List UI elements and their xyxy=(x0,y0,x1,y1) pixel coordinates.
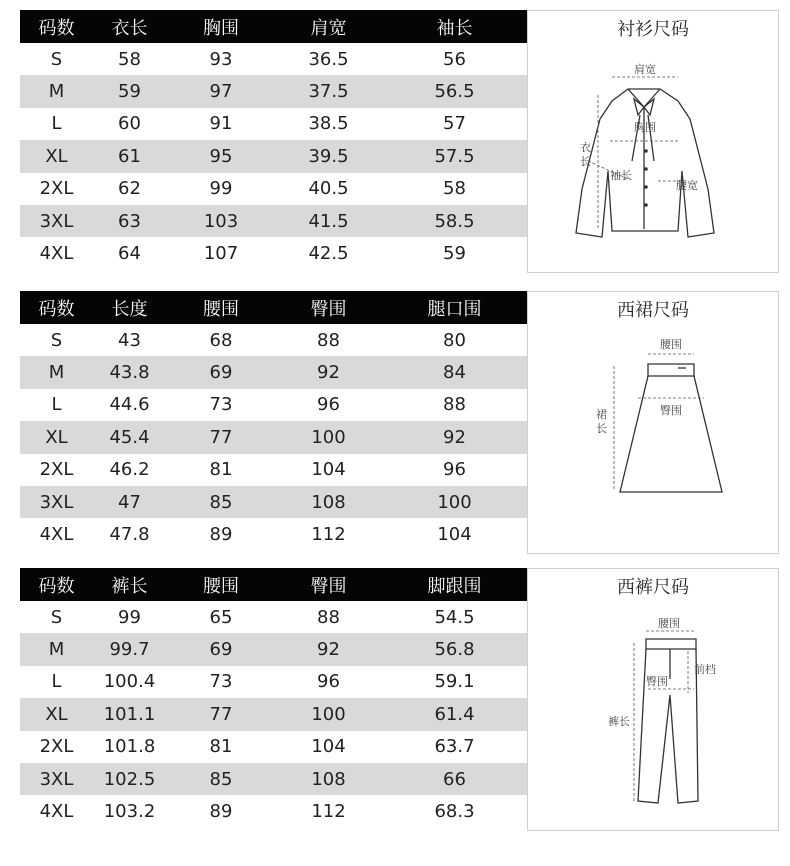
table-cell: 112 xyxy=(311,801,346,823)
table-cell: 101.1 xyxy=(93,698,166,730)
table-cell: 99 xyxy=(209,178,233,200)
table-row xyxy=(20,763,528,795)
label-waist: 腰围 xyxy=(660,338,682,351)
table-cell: 47 xyxy=(93,486,166,518)
table-cell: 85 xyxy=(166,763,276,795)
table-cell: 77 xyxy=(166,421,276,453)
header-hip: 臀围 xyxy=(276,291,381,324)
table-header-row xyxy=(20,568,528,601)
table-cell: 60 xyxy=(118,113,141,135)
table-cell: 64 xyxy=(118,243,141,265)
table-cell: XL xyxy=(20,140,93,172)
table-cell: 96 xyxy=(317,394,340,416)
table-cell: S xyxy=(50,48,63,70)
table-cell: 38.5 xyxy=(308,113,349,135)
label-length-1: 裙 xyxy=(596,408,607,421)
table-cell: L xyxy=(51,671,62,693)
table-cell: M xyxy=(20,633,93,665)
table-cell: 100 xyxy=(276,698,381,730)
table-cell: 100.4 xyxy=(103,671,156,693)
skirt-size-section xyxy=(20,291,780,554)
panel-title: 西裙尺码 xyxy=(617,300,689,321)
table-cell: 88 xyxy=(317,329,340,351)
table-row xyxy=(20,173,528,205)
table-cell: 81 xyxy=(209,736,233,758)
shirt-diagram-panel xyxy=(527,10,779,273)
table-cell: 58.5 xyxy=(381,205,528,237)
table-cell: 96 xyxy=(317,671,340,693)
table-cell: 92 xyxy=(381,421,528,453)
table-row xyxy=(20,43,528,75)
table-row xyxy=(20,140,528,172)
header-hip: 臀围 xyxy=(276,568,381,601)
table-cell: 104 xyxy=(311,459,346,481)
panel-title: 西裤尺码 xyxy=(617,577,689,598)
table-cell: 57.5 xyxy=(381,140,528,172)
table-cell: 2XL xyxy=(39,178,74,200)
label-waist: 腰宽 xyxy=(676,179,698,192)
label-hip: 臀围 xyxy=(646,675,668,688)
shirt-size-table xyxy=(20,10,528,270)
table-cell: 45.4 xyxy=(93,421,166,453)
table-row xyxy=(20,356,528,388)
table-cell: 3XL xyxy=(20,486,93,518)
trousers-size-table xyxy=(20,568,528,828)
header-chest: 胸围 xyxy=(166,10,276,43)
header-waist: 腰围 xyxy=(166,291,276,324)
table-cell: 65 xyxy=(209,606,233,628)
table-cell: 69 xyxy=(166,356,276,388)
table-cell: 43 xyxy=(118,329,141,351)
label-length-2: 长 xyxy=(596,422,607,435)
table-header-row xyxy=(20,291,528,324)
table-row xyxy=(20,454,528,486)
header-length: 衣长 xyxy=(93,10,166,43)
table-cell: 37.5 xyxy=(276,75,381,107)
table-cell: 44.6 xyxy=(109,394,150,416)
table-row xyxy=(20,324,528,356)
skirt-diagram-panel xyxy=(527,291,779,554)
table-cell: 56 xyxy=(443,48,466,70)
table-cell: 58 xyxy=(443,178,466,200)
label-hip: 臀围 xyxy=(660,404,682,417)
table-cell: 103.2 xyxy=(103,801,156,823)
table-row xyxy=(20,205,528,237)
table-cell: S xyxy=(50,329,63,351)
table-cell: 95 xyxy=(166,140,276,172)
table-cell: 40.5 xyxy=(308,178,349,200)
table-cell: 4XL xyxy=(39,243,74,265)
table-cell: 77 xyxy=(166,698,276,730)
table-cell: 4XL xyxy=(39,524,74,546)
table-cell: 92 xyxy=(276,356,381,388)
table-cell: 2XL xyxy=(39,736,74,758)
table-cell: 108 xyxy=(276,763,381,795)
table-row xyxy=(20,518,528,550)
label-shoulder: 肩宽 xyxy=(634,63,656,76)
table-row xyxy=(20,421,528,453)
table-cell: 63 xyxy=(93,205,166,237)
panel-title: 衬衫尺码 xyxy=(617,19,689,40)
table-cell: 81 xyxy=(209,459,233,481)
table-cell: 56.5 xyxy=(381,75,528,107)
trousers-illustration xyxy=(528,569,780,832)
table-row xyxy=(20,486,528,518)
table-cell: 56.8 xyxy=(381,633,528,665)
table-cell: 100 xyxy=(381,486,528,518)
label-waist: 腰围 xyxy=(658,617,680,630)
table-cell: M xyxy=(20,356,93,388)
table-cell: 89 xyxy=(209,524,233,546)
skirt-size-table xyxy=(20,291,528,551)
table-cell: 61.4 xyxy=(381,698,528,730)
table-cell: 39.5 xyxy=(276,140,381,172)
table-cell: 104 xyxy=(437,524,472,546)
table-cell: 59.1 xyxy=(434,671,475,693)
table-row xyxy=(20,601,528,633)
skirt-illustration xyxy=(528,292,780,555)
table-row xyxy=(20,731,528,763)
table-cell: 3XL xyxy=(20,763,93,795)
header-length: 长度 xyxy=(93,291,166,324)
table-cell: 63.7 xyxy=(434,736,475,758)
table-cell: M xyxy=(20,75,93,107)
trousers-size-section xyxy=(20,568,780,831)
shirt-illustration xyxy=(528,11,780,274)
label-length-1: 衣 xyxy=(580,141,591,154)
table-cell: 102.5 xyxy=(93,763,166,795)
header-shoulder: 肩宽 xyxy=(276,10,381,43)
table-cell: 108 xyxy=(276,486,381,518)
table-cell: 58 xyxy=(118,48,141,70)
header-length: 裤长 xyxy=(93,568,166,601)
table-cell: 73 xyxy=(209,671,233,693)
table-cell: 46.2 xyxy=(109,459,150,481)
shirt-size-section xyxy=(20,10,780,273)
table-cell: 96 xyxy=(443,459,466,481)
header-hem: 脚跟围 xyxy=(381,568,528,601)
header-waist: 腰围 xyxy=(166,568,276,601)
table-cell: XL xyxy=(20,421,93,453)
table-cell: L xyxy=(51,394,62,416)
table-cell: 57 xyxy=(443,113,466,135)
table-cell: 99 xyxy=(118,606,141,628)
table-cell: 84 xyxy=(381,356,528,388)
table-cell: 93 xyxy=(209,48,233,70)
table-cell: 103 xyxy=(166,205,276,237)
table-row xyxy=(20,108,528,140)
table-cell: 91 xyxy=(209,113,233,135)
table-cell: 69 xyxy=(166,633,276,665)
table-row xyxy=(20,698,528,730)
table-row xyxy=(20,666,528,698)
table-cell: 3XL xyxy=(20,205,93,237)
table-cell: 97 xyxy=(166,75,276,107)
table-cell: 112 xyxy=(311,524,346,546)
label-rise: 前档 xyxy=(694,663,716,676)
header-size: 码数 xyxy=(20,10,93,43)
table-cell: 59 xyxy=(443,243,466,265)
table-cell: 89 xyxy=(209,801,233,823)
table-row xyxy=(20,389,528,421)
table-cell: 88 xyxy=(443,394,466,416)
trousers-diagram-panel xyxy=(527,568,779,831)
header-sleeve: 袖长 xyxy=(381,10,528,43)
table-cell: 101.8 xyxy=(103,736,156,758)
label-sleeve: 袖长 xyxy=(610,169,632,182)
label-length: 裤长 xyxy=(608,715,630,728)
table-cell: 66 xyxy=(381,763,528,795)
table-cell: 107 xyxy=(203,243,239,265)
table-cell: 99.7 xyxy=(93,633,166,665)
table-cell: 59 xyxy=(93,75,166,107)
table-cell: 62 xyxy=(118,178,141,200)
table-cell: 42.5 xyxy=(308,243,349,265)
table-cell: 88 xyxy=(317,606,340,628)
table-cell: S xyxy=(50,606,63,628)
table-cell: 104 xyxy=(311,736,346,758)
table-header-row xyxy=(20,10,528,43)
header-size: 码数 xyxy=(20,291,93,324)
table-cell: 100 xyxy=(276,421,381,453)
table-cell: 4XL xyxy=(39,801,74,823)
table-row xyxy=(20,795,528,827)
label-length-2: 长 xyxy=(580,155,591,168)
table-cell: 2XL xyxy=(39,459,74,481)
table-cell: 36.5 xyxy=(308,48,349,70)
header-size: 码数 xyxy=(20,568,93,601)
table-cell: 92 xyxy=(276,633,381,665)
table-cell: 41.5 xyxy=(276,205,381,237)
table-cell: 54.5 xyxy=(434,606,475,628)
table-cell: 85 xyxy=(166,486,276,518)
table-cell: 68.3 xyxy=(434,801,475,823)
table-cell: 73 xyxy=(209,394,233,416)
table-cell: 61 xyxy=(93,140,166,172)
table-cell: 68 xyxy=(209,329,233,351)
table-cell: XL xyxy=(20,698,93,730)
table-row xyxy=(20,75,528,107)
table-cell: 43.8 xyxy=(93,356,166,388)
table-row xyxy=(20,237,528,269)
table-cell: L xyxy=(51,113,62,135)
table-cell: 80 xyxy=(443,329,466,351)
header-leg-opening: 腿口围 xyxy=(381,291,528,324)
table-row xyxy=(20,633,528,665)
table-cell: 47.8 xyxy=(109,524,150,546)
label-chest: 胸围 xyxy=(634,121,656,134)
